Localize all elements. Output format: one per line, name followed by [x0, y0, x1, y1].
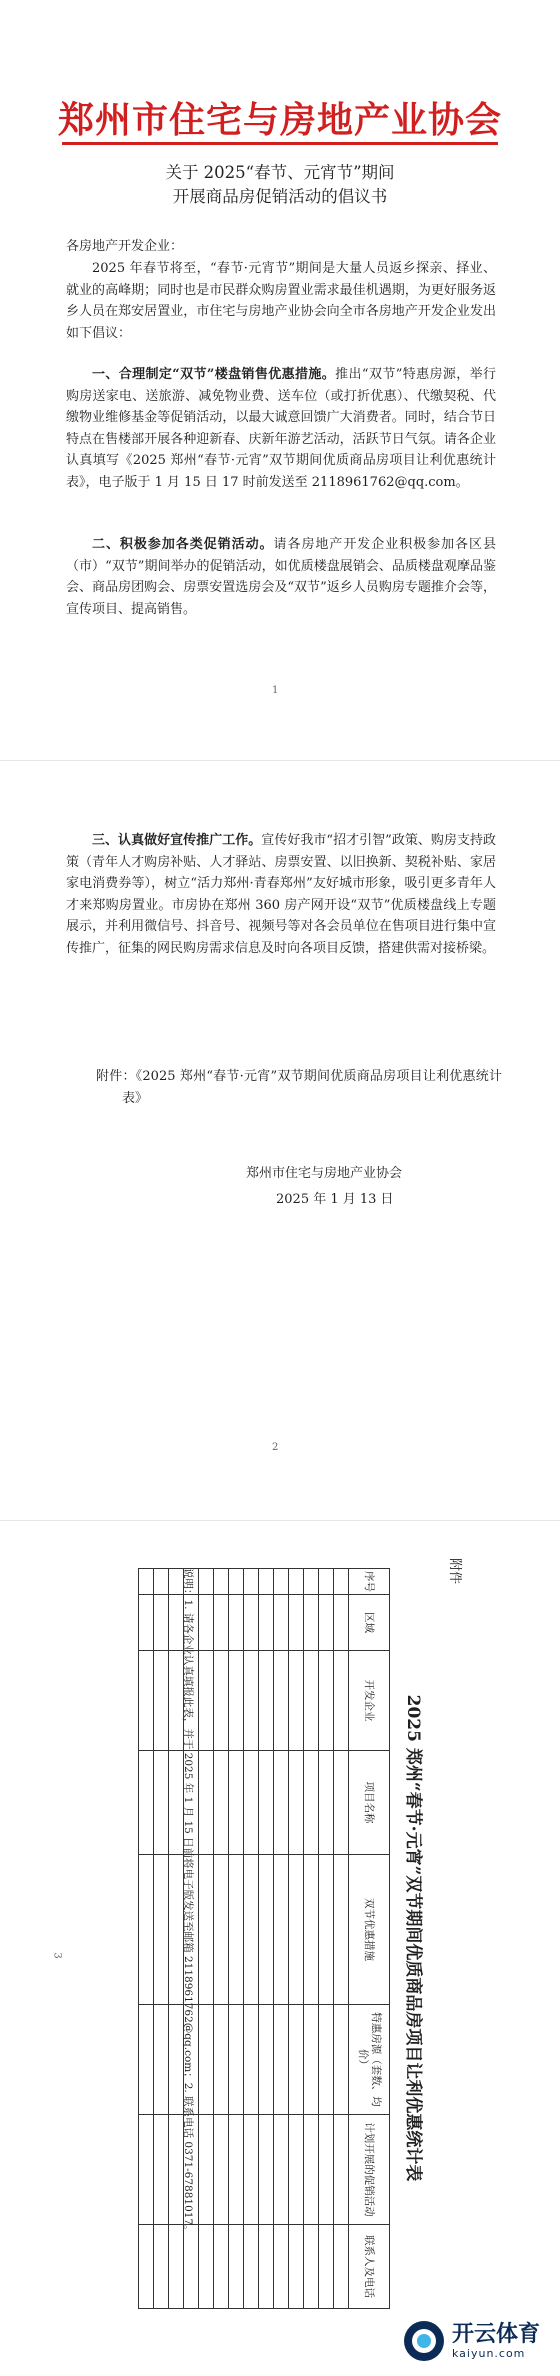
table-cell	[304, 1751, 319, 1855]
table-cell	[229, 2225, 244, 2309]
table-cell	[259, 1569, 274, 1595]
table-note: 说明：1. 请各企业认真填报此表，并于 2025 年 1 月 15 日前将电子版发送至邮箱 2118961762@qq.com；2. 联系电话 0371-67881017。	[182, 1568, 194, 2236]
table-cell	[289, 1751, 304, 1855]
table-row	[229, 1569, 244, 2309]
table-cell	[259, 2115, 274, 2225]
table-cell	[289, 2005, 304, 2115]
column-header: 联系人及电话	[349, 2225, 390, 2309]
column-header: 计划开展的促销活动	[349, 2115, 390, 2225]
table-cell	[274, 2005, 289, 2115]
attachment-table-title: 2025 郑州“春节·元宵”双节期间优质商品房项目让利优惠统计表	[403, 1694, 423, 2182]
table-cell	[259, 2005, 274, 2115]
table-cell	[244, 1569, 259, 1595]
table-cell	[139, 1569, 154, 1595]
table-cell	[304, 1855, 319, 2005]
table-cell	[289, 1595, 304, 1651]
table-cell	[259, 2225, 274, 2309]
table-cell	[229, 1569, 244, 1595]
kaiyun-logo-icon	[402, 2319, 446, 2363]
table-cell	[154, 2005, 169, 2115]
table-cell	[139, 2115, 154, 2225]
table-cell	[199, 2005, 214, 2115]
table-cell	[319, 2225, 334, 2309]
section-1-heading: 一、合理制定“双节”楼盘销售优惠措施。	[92, 367, 336, 382]
signature-date: 2025 年 1 月 13 日	[276, 1192, 394, 1207]
watermark-en: kaiyun.com	[451, 2346, 526, 2360]
table-cell	[139, 1651, 154, 1751]
table-cell	[199, 2225, 214, 2309]
table-cell	[214, 2005, 229, 2115]
column-header: 区域	[349, 1595, 390, 1651]
table-cell	[289, 1855, 304, 2005]
attachment-label: 附件	[447, 1558, 462, 1585]
table-row	[319, 1569, 334, 2309]
table-row	[244, 1569, 259, 2309]
table-cell	[259, 1651, 274, 1751]
table-cell	[274, 2115, 289, 2225]
table-cell	[229, 1855, 244, 2005]
table-cell	[259, 1595, 274, 1651]
document-title-line-1: 关于 2025“春节、元宵节”期间	[165, 163, 395, 182]
column-header: 序号	[349, 1569, 390, 1595]
table-cell	[319, 1595, 334, 1651]
intro-paragraph: 2025 年春节将至，“春节·元宵节”期间是大量人员返乡探亲、择业、就业的高峰期；同时也是市民群众购房置业需求最佳机遇期，为更好服务返乡人员在郑安居置业，市住宅与房地产业协会向全市各房地产开发企业发出如下倡议：	[66, 261, 496, 341]
table-cell	[199, 1595, 214, 1651]
table-cell	[154, 1595, 169, 1651]
table-cell	[334, 1651, 349, 1751]
table-cell	[139, 1855, 154, 2005]
header-divider	[62, 142, 498, 145]
table-cell	[319, 2115, 334, 2225]
watermark	[402, 2318, 540, 2364]
signature-org: 郑州市住宅与房地产业协会	[246, 1166, 403, 1181]
table-cell	[334, 1751, 349, 1855]
table-cell	[139, 1751, 154, 1855]
page-separator	[0, 1520, 560, 1521]
table-row	[289, 1569, 304, 2309]
table-cell	[244, 2005, 259, 2115]
section-3	[66, 830, 496, 959]
table-row	[214, 1569, 229, 2309]
table-cell	[304, 2225, 319, 2309]
table-cell	[259, 1855, 274, 2005]
table-cell	[304, 1651, 319, 1751]
table-cell	[199, 2115, 214, 2225]
table-cell	[229, 2115, 244, 2225]
table-cell	[334, 2225, 349, 2309]
table-cell	[229, 2005, 244, 2115]
table-cell	[274, 2225, 289, 2309]
table-cell	[154, 2115, 169, 2225]
table-row	[154, 1569, 169, 2309]
table-cell	[139, 1595, 154, 1651]
table-cell	[199, 1855, 214, 2005]
page-number-1: 1	[272, 685, 279, 696]
table-cell	[244, 2115, 259, 2225]
table-cell	[154, 1855, 169, 2005]
promotion-statistics-table	[138, 1568, 390, 2309]
table-cell	[304, 1595, 319, 1651]
table-cell	[244, 2225, 259, 2309]
table-cell	[154, 1751, 169, 1855]
salutation: 各房地产开发企业：	[66, 239, 184, 254]
column-header: 特惠房源（套数、均价）	[349, 2005, 390, 2115]
table-cell	[244, 1751, 259, 1855]
table-cell	[274, 1595, 289, 1651]
table-row	[259, 1569, 274, 2309]
table-cell	[229, 1751, 244, 1855]
table-cell	[319, 1569, 334, 1595]
table-cell	[334, 1569, 349, 1595]
table-cell	[334, 1595, 349, 1651]
section-2-heading: 二、积极参加各类促销活动。	[92, 537, 274, 552]
table-cell	[229, 1651, 244, 1751]
table-cell	[274, 1751, 289, 1855]
table-cell	[274, 1651, 289, 1751]
org-header-title: 郑州市住宅与房地产业协会	[57, 100, 502, 141]
table-cell	[229, 1595, 244, 1651]
section-3-text: 宣传好我市“招才引智”政策、购房支持政策（青年人才购房补贴、人才驿站、房票安置、以旧换新、契税补贴、家居家电消费券等），树立“活力郑州·青春郑州”友好城市形象，吸引更多青年人才来郑购房置业。市房协在郑州 360 房产网开设“双节”优质楼盘线上专题展示，并利用微信号、抖音号、视频号等对各会员单位在售项目进行集中宣传推广，征集的网民购房需求信息及时向各项目反馈，搭建供需对接桥梁。	[66, 833, 496, 956]
table-cell	[319, 1651, 334, 1751]
table-cell	[289, 1651, 304, 1751]
column-header: 双节优惠措施	[349, 1855, 390, 2005]
table-cell	[139, 2225, 154, 2309]
section-2-text: 请各房地产开发企业积极参加各区县（市）“双节”期间举办的促销活动，如优质楼盘展销会、品质楼盘观摩品鉴会、商品房团购会、房票安置选房会及“双节”返乡人员购房专题推介会等，宣传项目、提高销售。	[66, 537, 496, 617]
table-cell	[289, 1569, 304, 1595]
table-row	[274, 1569, 289, 2309]
table-cell	[304, 2005, 319, 2115]
section-2	[66, 534, 496, 620]
document-title-line-2: 开展商品房促销活动的倡议书	[172, 187, 388, 206]
table-cell	[214, 1595, 229, 1651]
table-cell	[274, 1569, 289, 1595]
section-1	[66, 364, 496, 493]
table-cell	[289, 2115, 304, 2225]
table-cell	[259, 1751, 274, 1855]
rotated-attachment	[168, 1558, 468, 2318]
table-cell	[154, 1569, 169, 1595]
table-cell	[274, 1855, 289, 2005]
table-cell	[319, 1751, 334, 1855]
page-separator	[0, 760, 560, 761]
page-number-2: 2	[272, 1442, 279, 1453]
page-number-3: 3	[51, 1952, 63, 1959]
table-row	[334, 1569, 349, 2309]
table-cell	[154, 1651, 169, 1751]
table-cell	[214, 2225, 229, 2309]
table-header-row	[349, 1569, 390, 2309]
table-cell	[199, 1751, 214, 1855]
table-body	[139, 1569, 349, 2309]
table-cell	[214, 1651, 229, 1751]
attachment-reference: 附件：《2025 郑州“春节·元宵”双节期间优质商品房项目让利优惠统计表》	[96, 1069, 502, 1106]
table-cell	[334, 1855, 349, 2005]
table-cell	[139, 2005, 154, 2115]
table-cell	[334, 2005, 349, 2115]
table-row	[139, 1569, 154, 2309]
table-cell	[244, 1855, 259, 2005]
table-row	[304, 1569, 319, 2309]
table-cell	[214, 1751, 229, 1855]
table-cell	[214, 1855, 229, 2005]
section-1-text: 推出“双节”特惠房源，举行购房送家电、送旅游、减免物业费、送车位（或打折优惠）、代缴契税、代缴物业维修基金等促销活动，以最大诚意回馈广大消费者。同时，结合节日特点在售楼部开展各种迎新春、庆新年游艺活动，活跃节日气氛。请各企业认真填写《2025 郑州“春节·元宵”双节期间优质商品房项目让利优惠统计表》，电子版于 1 月 15 日 17 时前发送至 2118961762@qq.com。	[66, 367, 496, 490]
table-cell	[334, 2115, 349, 2225]
table-cell	[244, 1651, 259, 1751]
table-cell	[154, 2225, 169, 2309]
attachment-page	[168, 1558, 468, 2318]
table-cell	[214, 1569, 229, 1595]
table-cell	[199, 1651, 214, 1751]
table-cell	[244, 1595, 259, 1651]
table-cell	[199, 1569, 214, 1595]
table-cell	[304, 1569, 319, 1595]
column-header: 开发企业	[349, 1651, 390, 1751]
table-cell	[319, 2005, 334, 2115]
table-cell	[319, 1855, 334, 2005]
table-cell	[214, 2115, 229, 2225]
section-3-heading: 三、认真做好宣传推广工作。	[92, 833, 262, 848]
table-cell	[304, 2115, 319, 2225]
table-cell	[289, 2225, 304, 2309]
table-row	[199, 1569, 214, 2309]
watermark-cn: 开云体育	[451, 2321, 540, 2347]
column-header: 项目名称	[349, 1751, 390, 1855]
